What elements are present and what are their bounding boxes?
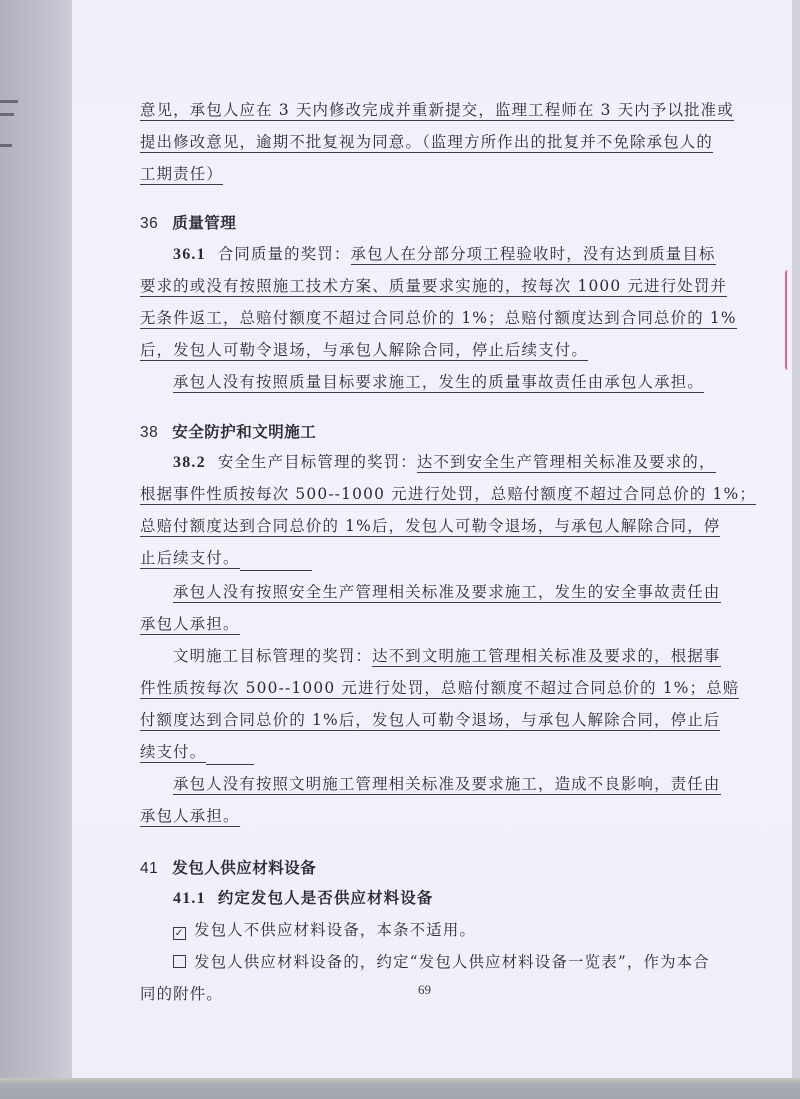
civilized-line xyxy=(140,676,739,700)
clause-text: 根据事件性质按每次 500--1000 元进行处罚，总赔付额度不超过合同总价的 1%； xyxy=(140,485,756,503)
clause-number: 38.2 xyxy=(173,454,206,471)
safety-liability-line xyxy=(140,612,240,636)
intro-line xyxy=(140,98,734,122)
clause-text: 要求的或没有按照施工技术方案、质量要求实施的，按每次 1000 元进行处罚并 xyxy=(140,277,728,295)
margin-mark xyxy=(0,113,14,116)
section-38-heading xyxy=(140,420,316,444)
section-41-heading xyxy=(140,856,316,880)
option-not-supplied xyxy=(140,918,476,942)
clause-38-2-line xyxy=(140,450,716,474)
section-title: 安全防护和文明施工 xyxy=(172,423,317,441)
civilized-liability-line xyxy=(140,772,721,796)
underline-extension xyxy=(240,570,312,571)
clause-text: 承包人在分部分项工程验收时，没有达到质量目标 xyxy=(350,245,716,263)
intro-line xyxy=(140,162,223,186)
civilized-label: 文明施工目标管理的奖罚： xyxy=(173,647,373,665)
liability-text: 承包人承担。 xyxy=(140,615,240,633)
option-supplied-continuation xyxy=(140,982,223,1006)
clause-38-2-line xyxy=(140,546,312,570)
clause-41-1-heading xyxy=(140,886,434,910)
option-supplied xyxy=(140,950,710,974)
section-title: 发包人供应材料设备 xyxy=(172,858,317,877)
page-number: 69 xyxy=(418,982,431,997)
scan-bottom-band xyxy=(0,1078,800,1099)
clause-38-2-line xyxy=(140,514,720,538)
section-title: 质量管理 xyxy=(172,214,237,232)
civilized-liability-line xyxy=(140,804,240,828)
liability-text: 承包人没有按照质量目标要求施工，发生的质量事故责任由承包人承担。 xyxy=(173,373,704,391)
clause-label: 合同质量的奖罚： xyxy=(217,245,351,263)
intro-text: 工期责任） xyxy=(140,165,223,183)
liability-text: 承包人承担。 xyxy=(140,807,240,825)
scan-right-margin xyxy=(792,0,800,1080)
intro-text: 提出修改意见，逾期不批复视为同意。（监理方所作出的批复并不免除承包人的 xyxy=(140,133,713,151)
option-text: 发包人供应材料设备的，约定“发包人供应材料设备一览表”，作为本合 xyxy=(194,953,710,971)
checkbox-checked-icon[interactable]: ✓ xyxy=(174,928,185,939)
margin-mark xyxy=(0,144,12,147)
clause-text: 无条件返工，总赔付额度不超过合同总价的 1%；总赔付额度达到合同总价的 1% xyxy=(140,309,737,327)
clause-label: 安全生产目标管理的奖罚： xyxy=(217,453,417,471)
clause-number: 41.1 xyxy=(173,890,206,907)
section-number: 41 xyxy=(140,860,159,877)
option-text: 发包人不供应材料设备，本条不适用。 xyxy=(194,921,477,939)
clause-text: 总赔付额度达到合同总价的 1%后，发包人可勒令退场，与承包人解除合同，停 xyxy=(140,517,721,535)
margin-mark xyxy=(0,100,18,103)
scan-left-margin xyxy=(0,0,72,1080)
clause-number: 36.1 xyxy=(173,246,206,263)
liability-text: 承包人没有按照文明施工管理相关标准及要求施工，造成不良影响，责任由 xyxy=(173,775,721,793)
checkbox-unchecked-icon[interactable] xyxy=(173,955,186,968)
clause-36-1-line xyxy=(140,338,588,362)
clause-title: 约定发包人是否供应材料设备 xyxy=(217,889,434,907)
clause-text: 后，发包人可勒令退场，与承包人解除合同，停止后续支付。 xyxy=(140,341,588,359)
civilized-text: 续支付。 xyxy=(140,743,207,761)
section-36-heading xyxy=(140,211,236,235)
clause-36-1-line xyxy=(140,274,727,298)
clause-36-1-line xyxy=(140,242,716,266)
section-number: 38 xyxy=(140,424,159,441)
clause-text: 达不到安全生产管理相关标准及要求的， xyxy=(416,453,716,471)
option-text: 同的附件。 xyxy=(140,985,223,1003)
safety-liability-line xyxy=(140,580,721,604)
liability-text: 承包人没有按照安全生产管理相关标准及要求施工，发生的安全事故责任由 xyxy=(173,583,721,601)
civilized-text: 达不到文明施工管理相关标准及要求的，根据事 xyxy=(372,647,721,665)
clause-text: 止后续支付。 xyxy=(140,549,240,567)
civilized-text: 付额度达到合同总价的 1%后，发包人可勒令退场，与承包人解除合同，停止后 xyxy=(140,711,721,729)
intro-text: 意见，承包人应在 3 天内修改完成并重新提交，监理工程师在 3 天内予以批准或 xyxy=(140,101,734,119)
civilized-line xyxy=(140,708,720,732)
civilized-text: 件性质按每次 500--1000 元进行处罚，总赔付额度不超过合同总价的 1%；总赔 xyxy=(140,679,740,697)
clause-36-1-line xyxy=(140,306,737,330)
civilized-line xyxy=(140,740,254,764)
seal-stamp-edge xyxy=(785,270,793,370)
clause-38-2-line xyxy=(140,482,756,506)
civilized-line xyxy=(140,644,721,668)
quality-liability-line xyxy=(140,370,704,394)
intro-line xyxy=(140,130,713,154)
section-number: 36 xyxy=(140,215,159,232)
underline-extension xyxy=(206,764,254,765)
